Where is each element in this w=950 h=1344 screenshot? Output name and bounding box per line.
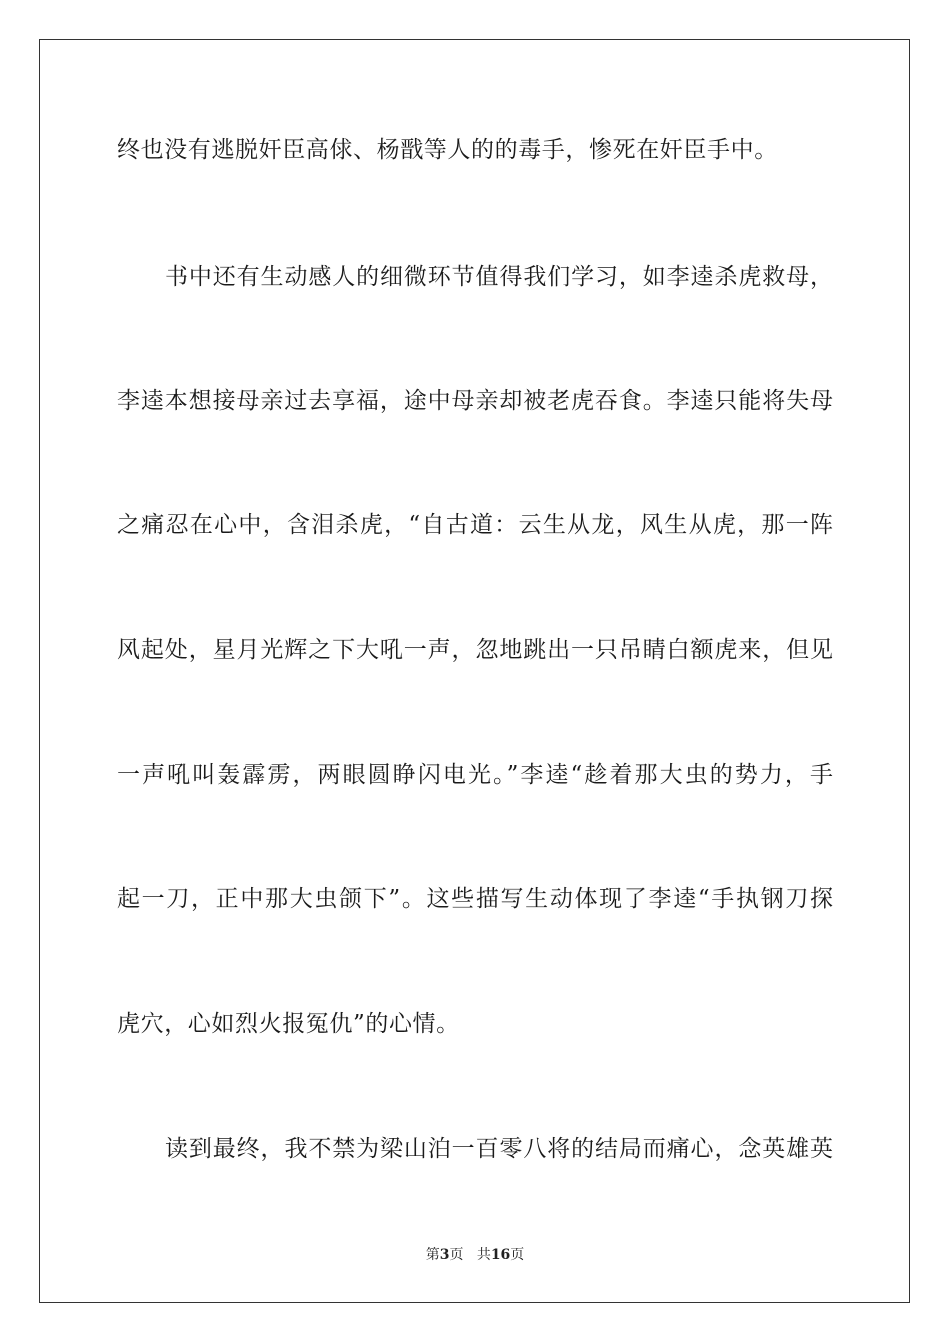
page-suffix: 页 [449, 1247, 464, 1263]
text-line: 一声吼叫轰霹雳，两眼圆睁闪电光。”李逵“趁着那大虫的势力，手 [117, 762, 833, 788]
total-pages: 16 [490, 1247, 511, 1263]
page-frame [39, 39, 910, 1303]
text-line: 李逵本想接母亲过去享福，途中母亲却被老虎吞食。李逵只能将失母 [117, 388, 833, 414]
text-line: 起一刀，正中那大虫颌下”。这些描写生动体现了李逵“手执钢刀探 [117, 886, 833, 912]
text-line: 书中还有生动感人的细微环节值得我们学习，如李逵杀虎救母， [165, 264, 833, 290]
text-line: 读到最终，我不禁为梁山泊一百零八将的结局而痛心，念英雄英 [165, 1136, 833, 1162]
total-prefix: 共 [476, 1247, 491, 1263]
text-line: 终也没有逃脱奸臣高俅、杨戬等人的的毒手，惨死在奸臣手中。 [117, 137, 778, 163]
total-suffix: 页 [510, 1247, 525, 1263]
page-number: 3 [439, 1247, 450, 1263]
text-line: 之痛忍在心中，含泪杀虎，“自古道：云生从龙，风生从虎，那一阵 [117, 512, 833, 538]
text-line: 风起处，星月光辉之下大吼一声，忽地跳出一只吊睛白额虎来，但见 [117, 637, 833, 663]
page-prefix: 第 [425, 1247, 440, 1263]
text-line: 虎穴，心如烈火报冤仇”的心情。 [117, 1011, 460, 1037]
page-footer [0, 1246, 950, 1264]
